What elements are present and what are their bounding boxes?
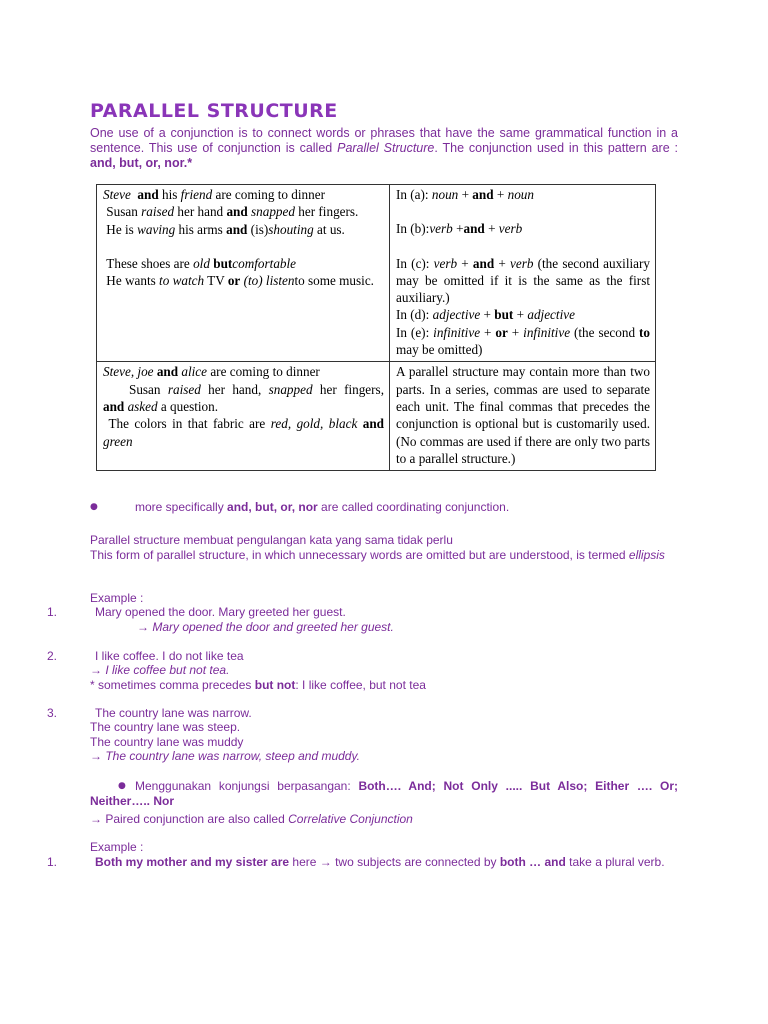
table-row: [97, 362, 656, 471]
example-label: Example :: [90, 840, 144, 854]
intro-term: Parallel Structure: [337, 141, 435, 155]
ellipsis-line: Parallel structure membuat pengulangan kata yang sama tidak perlu: [90, 533, 453, 547]
ellipsis-term: ellipsis: [628, 547, 665, 562]
pattern-b: In (b):verb +and + verb: [396, 221, 523, 237]
intro-text-2: . The conjunction used in this pattern are :: [434, 141, 678, 155]
example-2: I like coffee. I do not like tea: [95, 649, 244, 663]
example-sentence: He is waving his arms and (is)shouting at us.: [106, 221, 345, 237]
page-title: PARALLEL STRUCTURE: [90, 100, 338, 122]
example-sentence: He wants to watch TV or (to) listento some music.: [106, 273, 374, 289]
coordinating-note: more specifically and, but, or, nor are called coordinating conjunction.: [135, 500, 510, 514]
example-sentence: Susan raised her hand and snapped her fingers.: [106, 204, 359, 220]
intro-text: One use of a conjunction is to connect words or phrases that have the same grammatical function in a sentence. This use of conjunction is called: [90, 126, 678, 155]
example-sentence: Susan raised her hand, snapped her fingers, and asked a question.: [103, 381, 384, 414]
example-label: Example :: [90, 591, 144, 605]
example-1: Mary opened the door. Mary greeted her guest. → Mary opened the door and greeted her guest.: [95, 605, 394, 634]
paired-note: → Paired conjunction are also called Correlative Conjunction: [90, 812, 413, 826]
example-number: 1.: [47, 605, 58, 619]
table-cell-patterns: [390, 185, 656, 362]
intro-paragraph: [90, 126, 678, 171]
example-number: 2.: [47, 649, 58, 663]
pattern-a: In (a): noun + and + noun: [396, 187, 534, 202]
example-3: The country lane was steep. The country lane was muddy → The country lane was narrow, steep and muddy.: [90, 720, 360, 764]
correlative-bullet: Menggunakan konjungsi berpasangan: Both…. And; Not Only ..... But Also; Either …. Or; Neither….. Nor: [90, 779, 678, 808]
example-sentence: These shoes are old butcomfortable: [106, 255, 297, 271]
bullet-icon: ●: [90, 502, 98, 512]
intro-conjunctions: and, but, or, nor.*: [90, 156, 193, 170]
example-number: 1.: [47, 855, 58, 869]
example-sentence: Steve and his friend are coming to dinner: [103, 187, 325, 202]
table-cell-examples: [97, 185, 390, 362]
example-number: 3.: [47, 706, 58, 720]
example-3-line: The country lane was narrow.: [95, 706, 252, 720]
pattern-c: In (c): verb + and + verb (the second auxiliary may be omitted if it is the same as the first auxiliary.): [396, 255, 650, 306]
example-sentence: The colors in that fabric are red, gold, black and green: [103, 416, 385, 449]
parallel-structure-table: [96, 184, 656, 471]
correlative-example-1: Both my mother and my sister are here → two subjects are connected by both … and take a plural verb.: [95, 855, 665, 869]
pattern-e: In (e): infinitive + or + infinitive (the second to may be omitted): [396, 324, 651, 358]
table-row: [97, 185, 656, 362]
bullet-icon: ●: [118, 781, 126, 791]
ellipsis-line: This form of parallel structure, in which unnecessary words are omitted but are understood, is termed: [90, 547, 629, 562]
example-2-result: → I like coffee but not tea. * sometimes comma precedes but not: I like coffee, but not tea: [90, 663, 426, 692]
example-sentence: Steve, joe and alice are coming to dinner: [103, 364, 320, 380]
pattern-d: In (d): adjective + but + adjective: [396, 307, 575, 323]
ellipsis-section: [90, 533, 678, 562]
table-cell-examples: [97, 362, 390, 471]
table-cell-series-note: A parallel structure may contain more than two parts. In a series, commas are used to separate each unit. The final commas that precedes the conjunction is optional but is customarily used.(No commas are used if there are only two parts to a parallel structure.): [390, 362, 656, 471]
